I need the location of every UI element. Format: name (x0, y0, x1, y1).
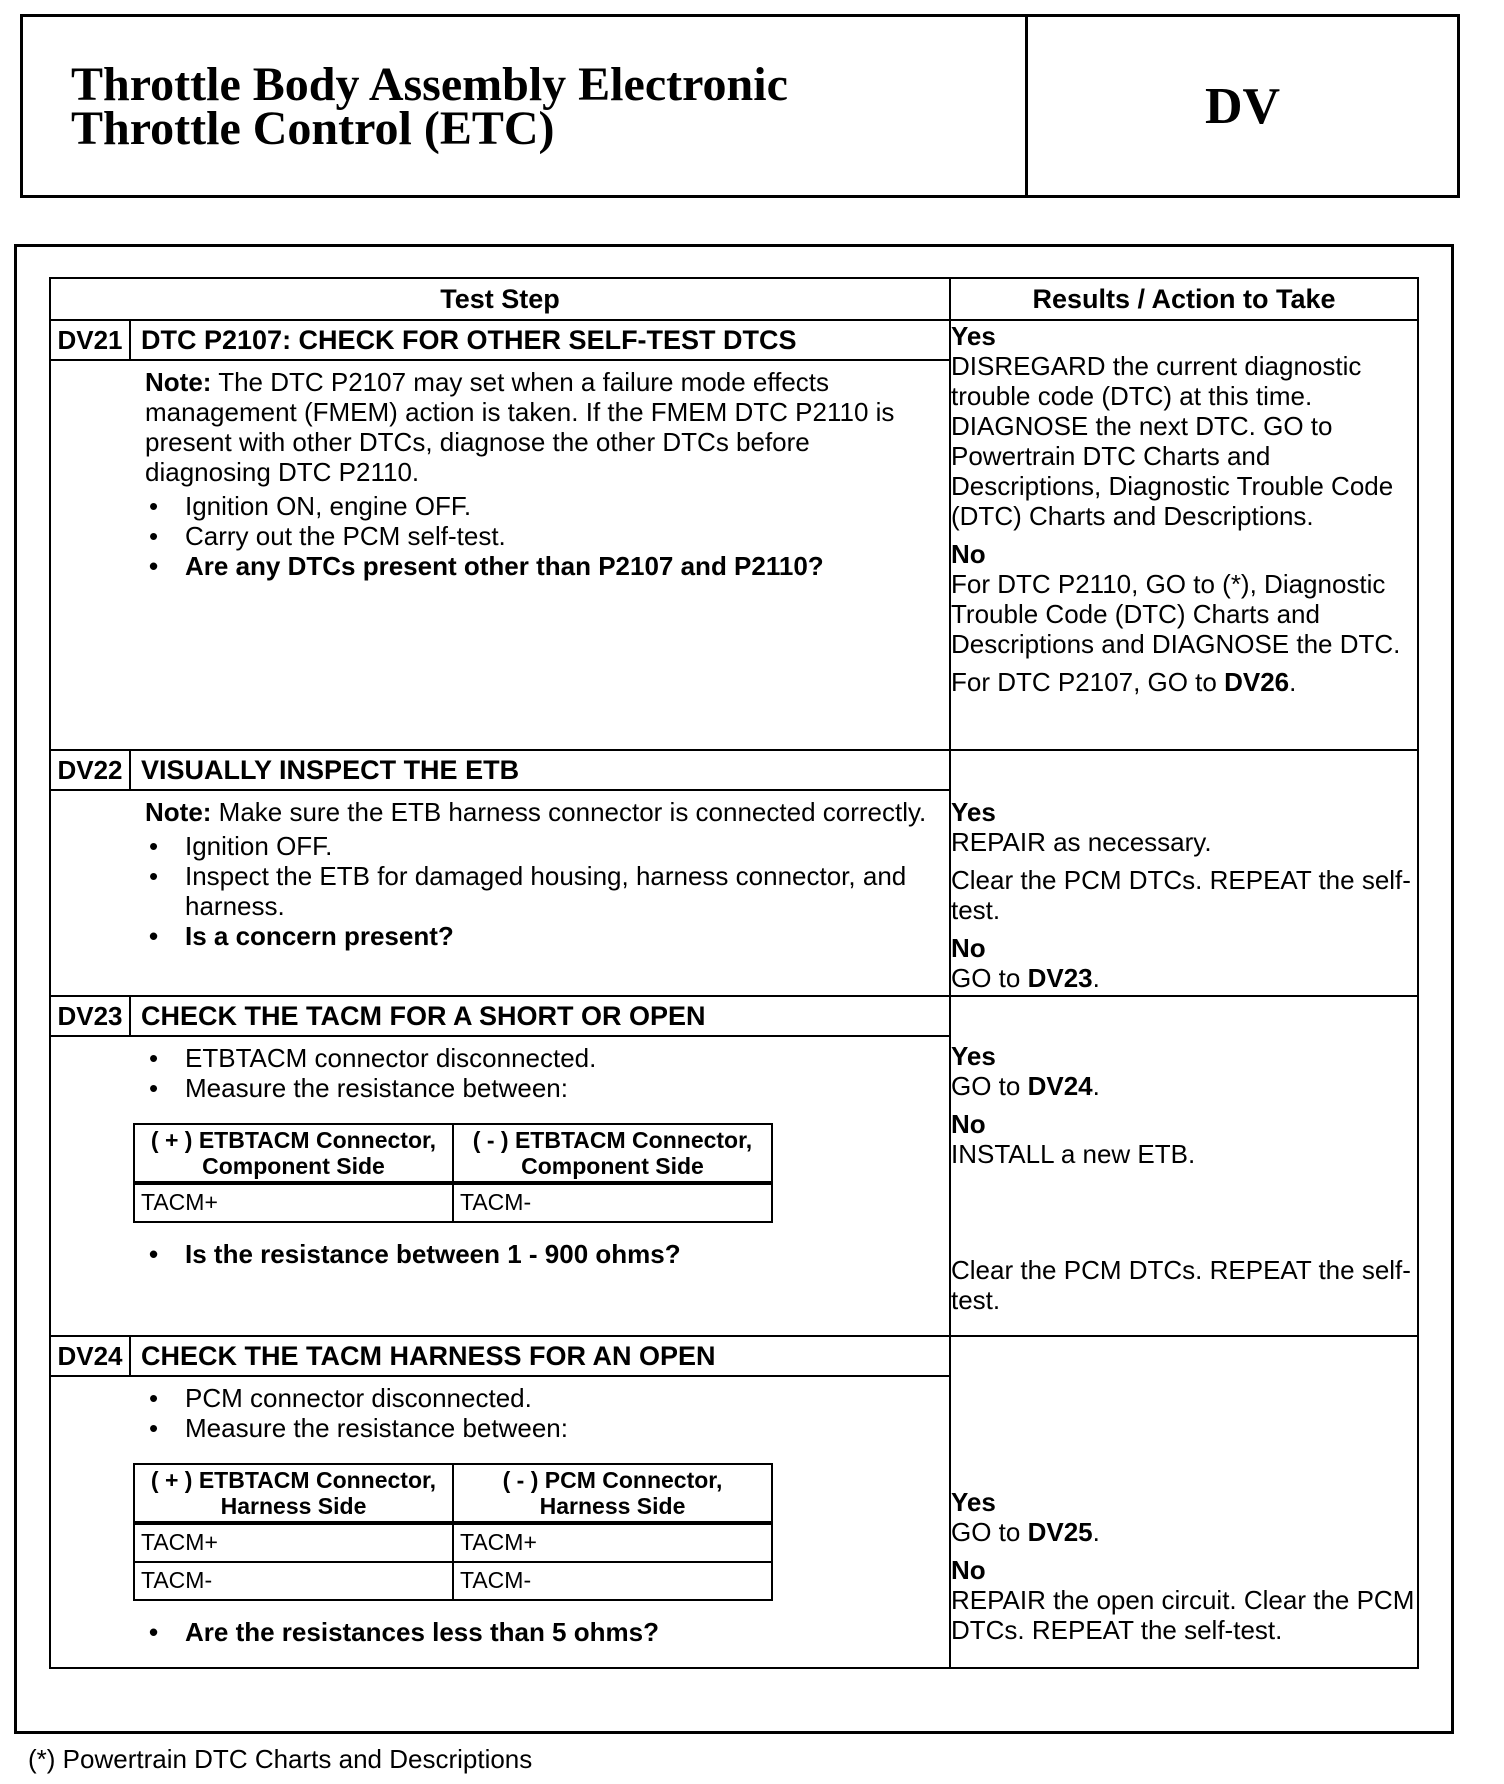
goto-link[interactable]: DV24 (1027, 1071, 1093, 1101)
no-label: No (951, 933, 986, 963)
step-dv22 (50, 750, 1418, 996)
step-dv24 (50, 1336, 1418, 1668)
goto-link[interactable]: DV25 (1027, 1517, 1093, 1547)
measurement-table (133, 1463, 773, 1601)
yes-action-2: Clear the PCM DTCs. REPEAT the self-test. (951, 865, 1411, 925)
col-header-results: Results / Action to Take (950, 278, 1418, 320)
bullet: • Carry out the PCM self-test. (145, 521, 937, 551)
step-question: • Are any DTCs present other than P2107 and P2110? (145, 551, 937, 581)
bullet: • ETBTACM connector disconnected. (145, 1043, 937, 1073)
no-action-2: Clear the PCM DTCs. REPEAT the self-test. (951, 1255, 1411, 1315)
title-line-2: Throttle Control (ETC) (71, 102, 555, 155)
meas-cell: TACM+ (453, 1523, 772, 1562)
step-id: DV21 (51, 321, 131, 359)
yes-label: Yes (951, 797, 996, 827)
no-action: For DTC P2110, GO to (*), Diagnostic Trouble Code (DTC) Charts and Descriptions and DIAGNOSE the DTC. (951, 569, 1401, 659)
result-cell (950, 750, 1418, 996)
step-note: Note: The DTC P2107 may set when a failure mode effects management (FMEM) action is taken. If the FMEM DTC P2110 is present with other DTCs, diagnose the other DTCs before diagnosing DTC P2110. (145, 367, 895, 487)
bullet: • Ignition OFF. (145, 831, 937, 861)
bullet: • Measure the resistance between: (145, 1073, 937, 1103)
result-cell (950, 996, 1418, 1336)
meas-cell: TACM- (453, 1183, 772, 1222)
meas-header: ( + ) ETBTACM Connector, Component Side (134, 1124, 453, 1183)
step-question: • Is a concern present? (145, 921, 937, 951)
no-action-2: For DTC P2107, GO to DV26. (951, 667, 1297, 697)
meas-header: ( - ) ETBTACM Connector, Component Side (453, 1124, 772, 1183)
procedure-frame (14, 244, 1454, 1734)
yes-action: GO to DV25. (951, 1517, 1100, 1547)
step-id: DV24 (51, 1337, 131, 1375)
meas-cell: TACM+ (134, 1183, 453, 1222)
meas-cell: TACM+ (134, 1523, 453, 1562)
col-header-test-step: Test Step (50, 278, 950, 320)
step-title: CHECK THE TACM FOR A SHORT OR OPEN (141, 1000, 706, 1031)
no-label: No (951, 1555, 986, 1585)
yes-action: DISREGARD the current diagnostic trouble code (DTC) at this time. DIAGNOSE the next DTC. GO to Powertrain DTC Charts and Descriptions, Diagnostic Trouble Code (DTC) Charts and Descriptions. (951, 351, 1394, 531)
title-line-1: Throttle Body Assembly Electronic (71, 58, 788, 111)
yes-action: GO to DV24. (951, 1071, 1100, 1101)
measurement-table (133, 1123, 773, 1223)
test-step-table (49, 277, 1419, 1669)
result-cell (950, 320, 1418, 750)
step-note: Note: Make sure the ETB harness connector is connected correctly. (145, 797, 927, 827)
meas-header: ( + ) ETBTACM Connector, Harness Side (134, 1464, 453, 1523)
step-title: DTC P2107: CHECK FOR OTHER SELF-TEST DTCS (141, 324, 797, 355)
bullet: • Ignition ON, engine OFF. (145, 491, 937, 521)
page-title (71, 58, 991, 155)
yes-label: Yes (951, 321, 996, 351)
goto-link[interactable]: DV23 (1027, 963, 1093, 993)
step-question: • Are the resistances less than 5 ohms? (145, 1617, 937, 1647)
no-action: REPAIR the open circuit. Clear the PCM DTCs. REPEAT the self-test. (951, 1585, 1415, 1645)
bullet: • PCM connector disconnected. (145, 1383, 937, 1413)
step-question: • Is the resistance between 1 - 900 ohms? (145, 1239, 937, 1269)
no-label: No (951, 1109, 986, 1139)
goto-link[interactable]: DV26 (1224, 667, 1290, 697)
meas-cell: TACM- (453, 1562, 772, 1600)
yes-label: Yes (951, 1041, 996, 1071)
step-title: CHECK THE TACM HARNESS FOR AN OPEN (141, 1340, 716, 1371)
meas-cell: TACM- (134, 1562, 453, 1600)
step-title: VISUALLY INSPECT THE ETB (141, 754, 520, 785)
header-box (20, 14, 1460, 198)
step-dv21 (50, 320, 1418, 750)
meas-header: ( - ) PCM Connector, Harness Side (453, 1464, 772, 1523)
yes-label: Yes (951, 1487, 996, 1517)
step-id: DV22 (51, 751, 131, 789)
no-action: GO to DV23. (951, 963, 1100, 993)
step-id: DV23 (51, 997, 131, 1035)
no-action: INSTALL a new ETB. (951, 1139, 1196, 1169)
result-cell (950, 1336, 1418, 1668)
footnote: (*) Powertrain DTC Charts and Descriptions (28, 1744, 533, 1774)
bullet: • Inspect the ETB for damaged housing, harness connector, and harness. (145, 861, 937, 921)
section-code: DV (1204, 77, 1281, 135)
step-dv23 (50, 996, 1418, 1336)
yes-action: REPAIR as necessary. (951, 827, 1212, 857)
bullet: • Measure the resistance between: (145, 1413, 937, 1443)
no-label: No (951, 539, 986, 569)
